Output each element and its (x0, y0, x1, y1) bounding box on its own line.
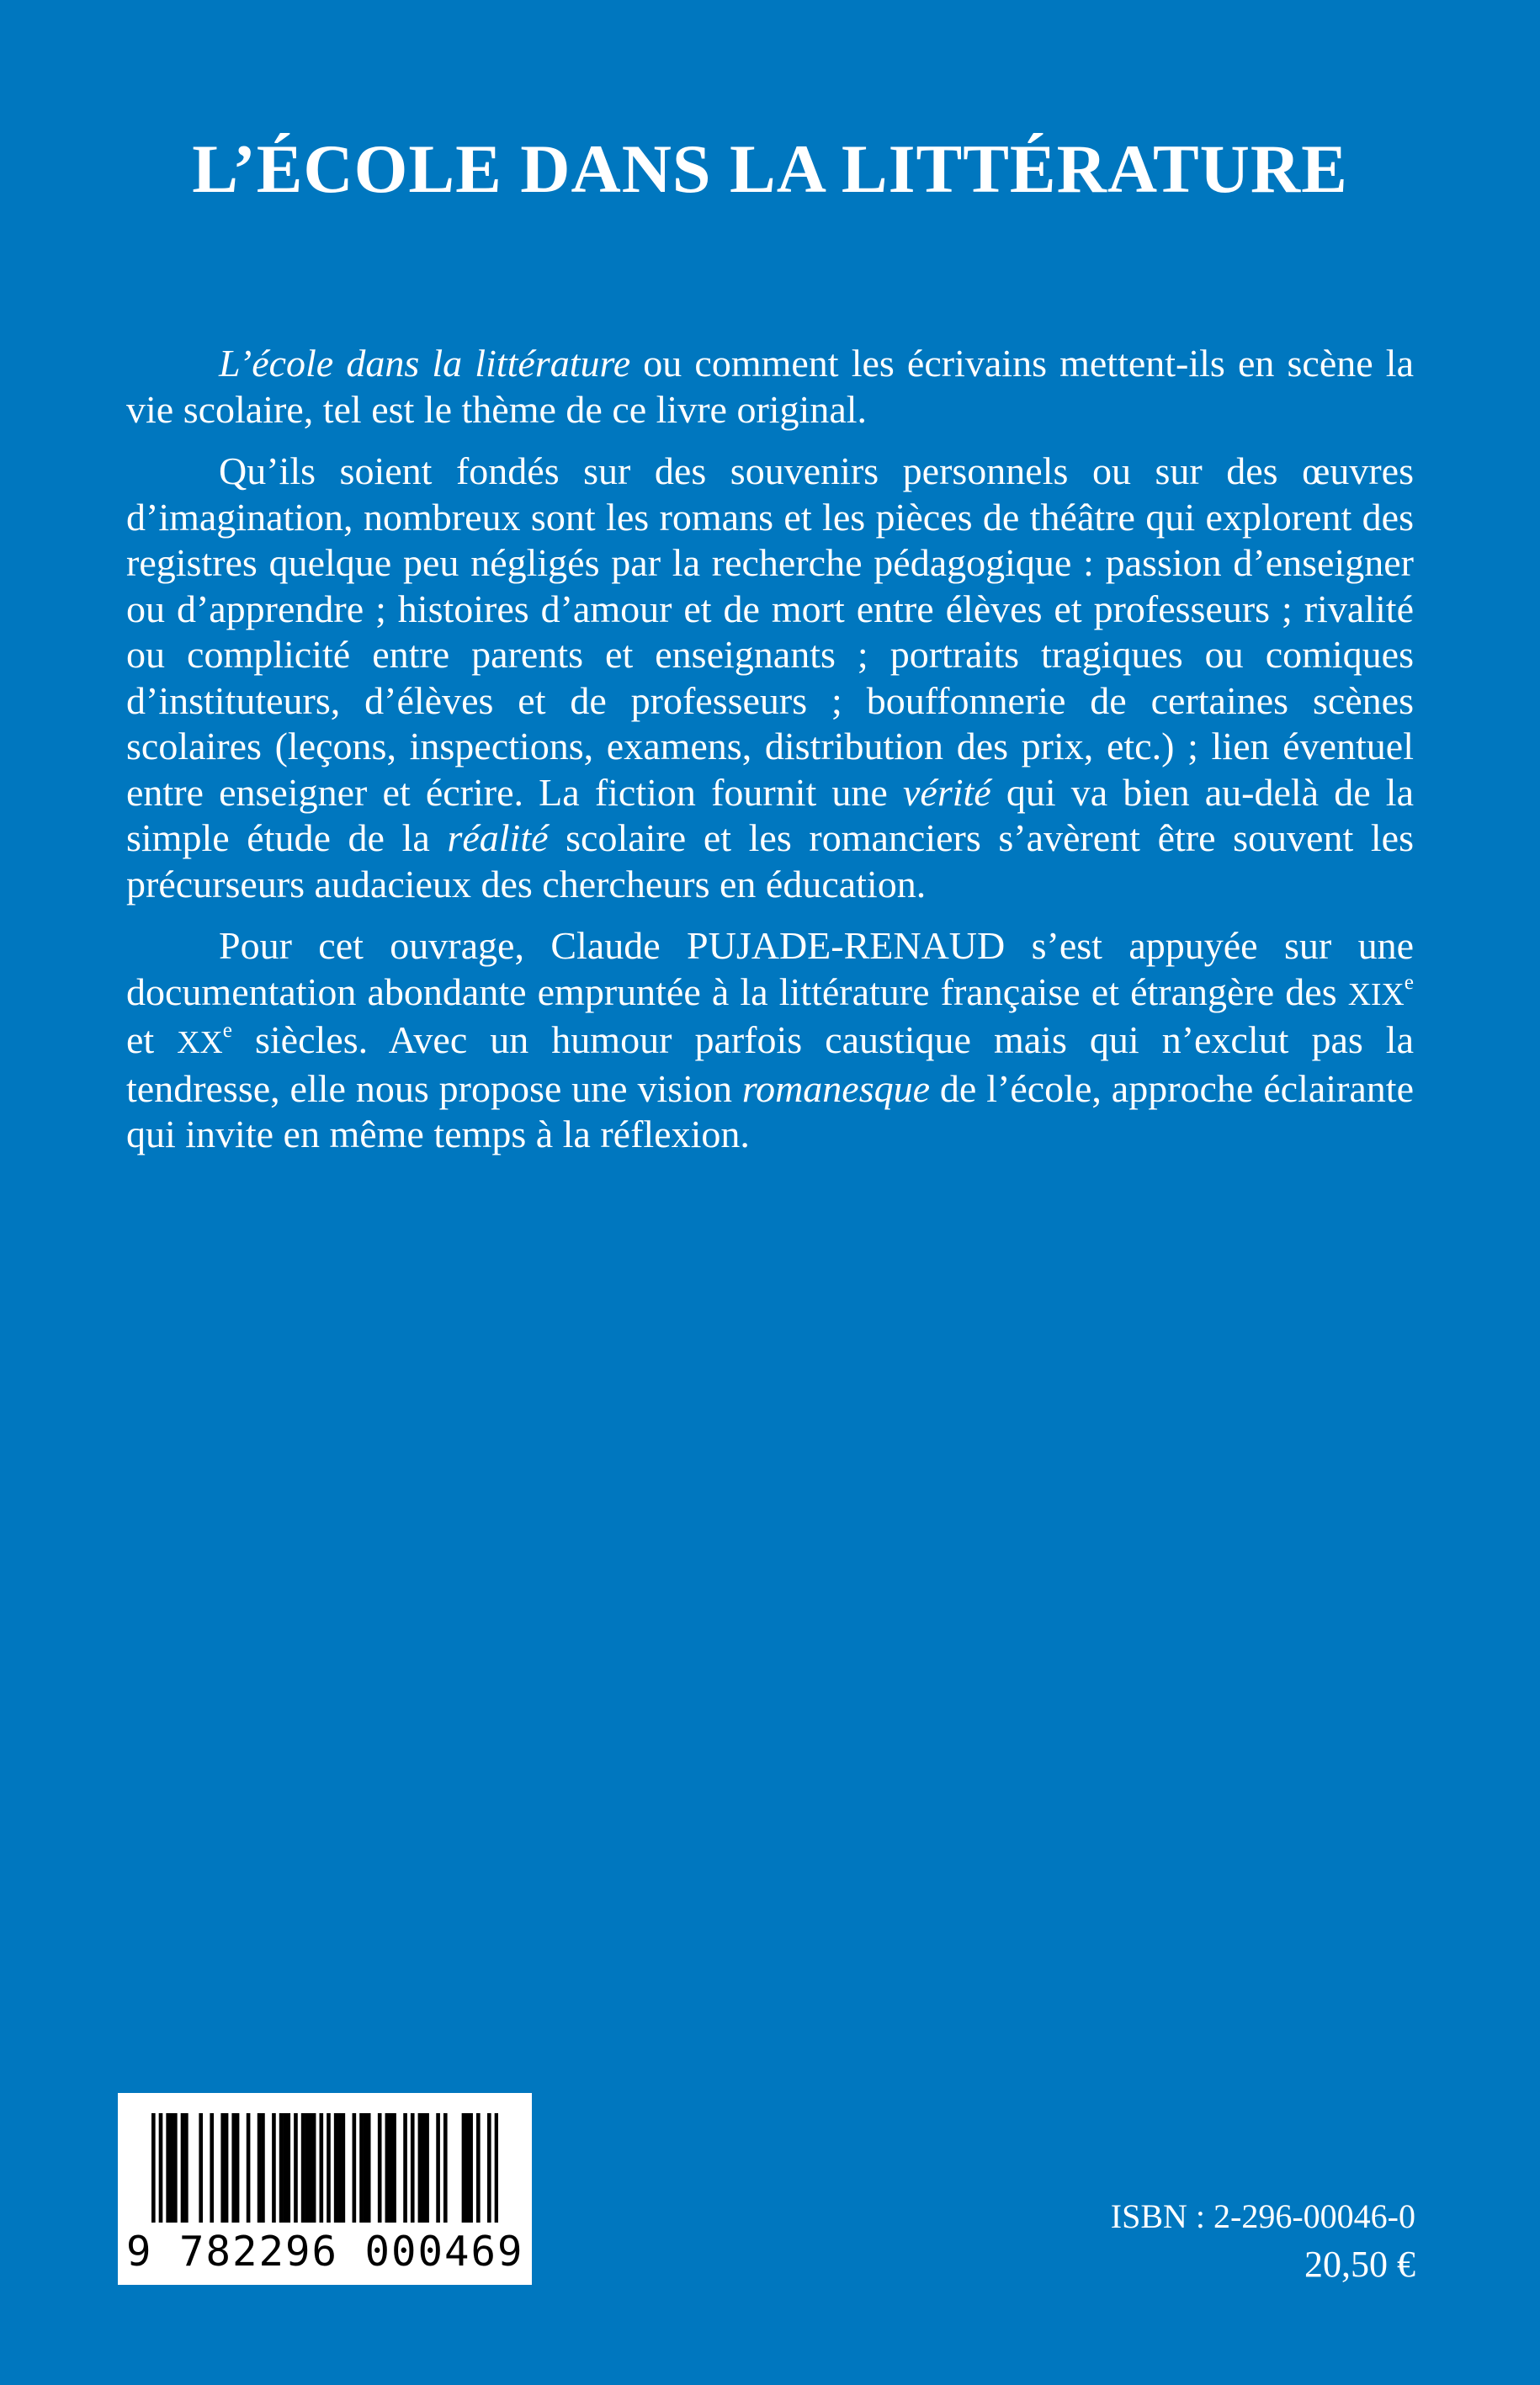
barcode-bar (236, 2113, 240, 2223)
barcode-bar (495, 2113, 498, 2223)
barcode-bar (184, 2113, 189, 2223)
barcode-bar (181, 2113, 185, 2223)
paragraph-3 (126, 923, 1414, 1158)
barcode-bar (476, 2113, 481, 2223)
barcode-bar (411, 2113, 415, 2223)
barcode-bar (312, 2113, 316, 2223)
barcode-bar (272, 2113, 276, 2223)
century-19: XIX (1347, 976, 1405, 1012)
barcode-bar (367, 2113, 371, 2223)
barcode-bar (319, 2113, 323, 2223)
barcode-bar (342, 2113, 346, 2223)
barcode-bar (436, 2113, 440, 2223)
barcode-bar (359, 2113, 364, 2223)
barcode-bar (247, 2113, 251, 2223)
paragraph-2-text-c: scolaire et les romanciers s’avèrent être souvent les précurseurs audacieux des chercheurs en éducation. (126, 816, 1414, 906)
barcode-bar (173, 2113, 178, 2223)
barcode-bar (334, 2113, 338, 2223)
barcode-bar (378, 2113, 382, 2223)
isbn: ISBN : 2-296-00046-0 (1110, 2197, 1415, 2235)
barcode-bar (422, 2113, 426, 2223)
barcode-bar (166, 2113, 170, 2223)
barcode-bar (385, 2113, 390, 2223)
century-20: XX (177, 1025, 223, 1060)
barcode-bar (279, 2113, 284, 2223)
barcode-bar (283, 2113, 287, 2223)
price: 20,50 € (1304, 2244, 1415, 2285)
barcode-bar (403, 2113, 407, 2223)
barcode-bar (301, 2113, 305, 2223)
century-19-suffix: e (1404, 969, 1414, 994)
barcode-bar (220, 2113, 225, 2223)
barcode-bar (337, 2113, 342, 2223)
barcode-bar (151, 2113, 156, 2223)
century-20-suffix: e (222, 1018, 232, 1043)
paragraph-2-text-b: qui va bien au-delà de la simple étude de la (126, 770, 1415, 859)
barcode-bar (469, 2113, 473, 2223)
barcode-bar (305, 2113, 309, 2223)
barcode-bar (261, 2113, 265, 2223)
italic-romanesque: romanesque (741, 1066, 931, 1110)
paragraph-1 (126, 341, 1414, 433)
barcode-bar (389, 2113, 393, 2223)
barcode-bar (418, 2113, 422, 2223)
barcode-bar (308, 2113, 312, 2223)
barcode-bar (170, 2113, 174, 2223)
italic-book-title: L’école dans la littérature (219, 342, 631, 385)
paragraph-1-text: ou comment les écrivains mettent-ils en scène la vie scolaire, tel est le thème de ce livre original. (126, 342, 1414, 431)
barcode-bar (210, 2113, 214, 2223)
conjunction-et: et (126, 1018, 178, 1061)
barcode-bar (258, 2113, 262, 2223)
barcode-bar (294, 2113, 298, 2223)
barcode (118, 2093, 532, 2285)
barcode-bar (425, 2113, 429, 2223)
barcode-bar (231, 2113, 236, 2223)
italic-verite: vérité (903, 770, 991, 814)
barcode-bar (199, 2113, 203, 2223)
barcode-bar (443, 2113, 448, 2223)
barcode-bar (392, 2113, 396, 2223)
paragraph-2-text-a: Qu’ils soient fondés sur des souvenirs personnels ou sur des œuvres d’imagination, nombreux sont les romans et les pièces de théâtre qui explorent des registres quelque peu négligés par la recherche pédagogique : passion d’enseigner ou d’apprendre ; histoires d’amour et de mort entre élèves et professeurs ; rivalité ou complicité entre parents et enseignants ; portraits tragiques ou comiques d’instituteurs, d’élèves et de professeurs ; bouffonnerie de certaines scènes scolaires (leçons, inspections, examens, distribution des prix, etc.) ; lien éventuel entre enseigner et écrire. La fiction fournit une (126, 449, 1414, 814)
barcode-bar (327, 2113, 331, 2223)
barcode-bar (225, 2113, 229, 2223)
paragraph-3-text-c: de l’école, approche éclairante qui invite en même temps à la réflexion. (126, 1066, 1414, 1155)
book-title: L’ÉCOLE DANS LA LITTÉRATURE (192, 130, 1348, 207)
barcode-digits: 9 782296 000469 (126, 2228, 524, 2276)
barcode-bar (462, 2113, 466, 2223)
barcode-bar (465, 2113, 470, 2223)
barcode-bar (353, 2113, 357, 2223)
back-cover-blurb (126, 341, 1414, 1174)
paragraph-2 (126, 449, 1414, 907)
barcode-bar (286, 2113, 290, 2223)
barcode-bars-icon (151, 2113, 498, 2223)
paragraph-3-text-a: Pour cet ouvrage, Claude PUJADE-RENAUD s’est appuyée sur une documentation abondante empruntée à la littérature française et étrangère des (126, 924, 1414, 1013)
barcode-bar (487, 2113, 491, 2223)
paragraph-3-text-b: siècles. Avec un humour parfois caustique mais qui n’exclut pas la tendresse, elle nous propose une vision (126, 1018, 1414, 1110)
barcode-bar (364, 2113, 368, 2223)
italic-realite: réalité (447, 816, 549, 859)
barcode-bar (159, 2113, 163, 2223)
